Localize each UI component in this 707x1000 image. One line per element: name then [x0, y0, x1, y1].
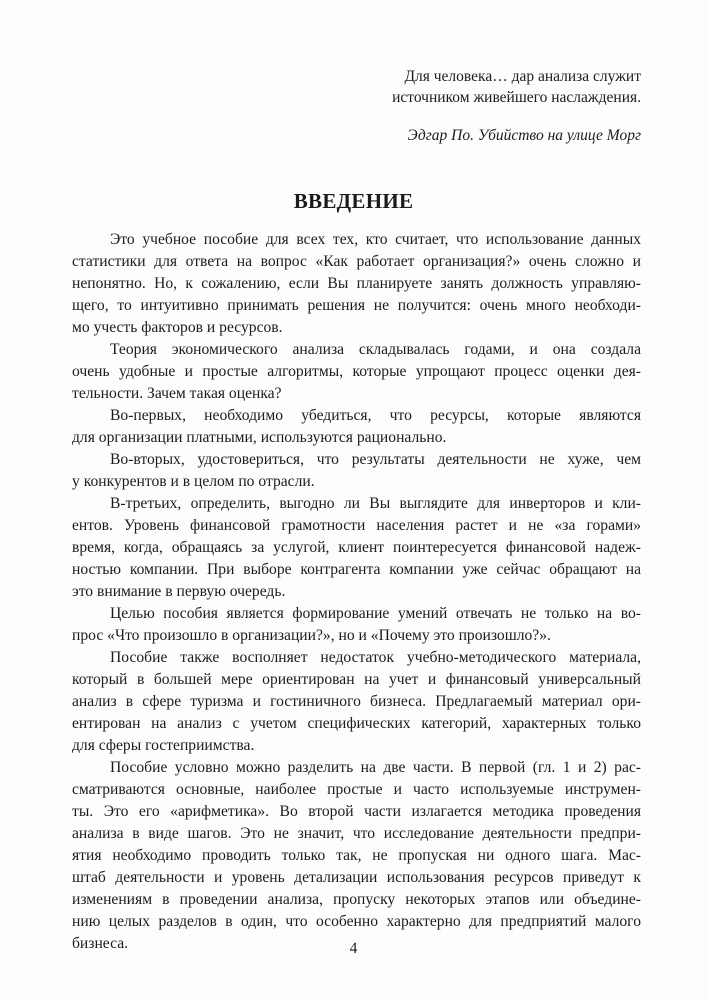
paragraph-line: бизнеса. [72, 935, 129, 952]
paragraph-line: анализ в сфере туризма и гостиничного бизнеса. Предлагаемый материал ори- [72, 693, 641, 710]
paragraph-line: статистики для ответа на вопрос «Как работает организация?» очень сложно и [72, 253, 641, 270]
paragraph-line: очень удобные и простые алгоритмы, которые упрощают процесс оценки дея- [72, 363, 641, 380]
paragraph-line: прос «Что произошло в организации?», но и «Почему это произошло?». [72, 627, 551, 644]
paragraph-line: это внимание в первую очередь. [72, 583, 286, 600]
epigraph-source: Эдгар По. Убийство на улице Морг [407, 127, 641, 144]
paragraph-line: сматриваются основные, наиболее простые и часто используемые инструмен- [72, 781, 641, 798]
paragraph-line: нию целых разделов в один, что особенно характерно для предприятий малого [72, 913, 641, 930]
paragraph-line: изменениям в проведении анализа, пропуску некоторых этапов или объедине- [72, 891, 641, 908]
paragraph [72, 603, 641, 647]
paragraph [72, 229, 641, 339]
paragraph-line: анализа в виде шагов. Это не значит, что исследование деятельности предпри- [72, 825, 641, 842]
paragraph-line: для организации платными, используются рационально. [72, 429, 447, 446]
paragraph-line: непонятно. Но, к сожалению, если Вы планируете занять должность управляю- [72, 275, 641, 292]
paragraph-line: Это учебное пособие для всех тех, кто считает, что использование данных [110, 231, 641, 248]
paragraph [72, 405, 641, 449]
paragraph-line: Пособие условно можно разделить на две части. В первой (гл. 1 и 2) рас- [110, 759, 641, 776]
page-number: 4 [349, 940, 358, 957]
paragraph-line: Во-вторых, удостовериться, что результаты деятельности не хуже, чем [110, 451, 641, 468]
paragraph-line: ностью компании. При выборе контрагента компании уже сейчас обращают на [72, 561, 641, 578]
paragraph-line: Во-первых, необходимо убедиться, что ресурсы, которые являются [110, 407, 641, 424]
paragraph-line: ты. Это его «арифметика». Во второй части излагается методика проведения [72, 803, 641, 820]
paragraph-line: Пособие также восполняет недостаток учебно-методического материала, [110, 649, 641, 666]
paragraph-line: который в большей мере ориентирован на учет и финансовый универсальный [72, 671, 641, 688]
epigraph-line: источником живейшего наслаждения. [392, 89, 641, 106]
paragraph [72, 449, 641, 493]
body-text [72, 229, 641, 955]
paragraph-line: Целью пособия является формирование умений отвечать не только на во- [110, 605, 641, 622]
paragraph [72, 757, 641, 955]
paragraph-line: щего, то интуитивно принимать решения не получится: очень много необходи- [72, 297, 641, 314]
epigraph-line: Для человека… дар анализа служит [404, 68, 641, 85]
paragraph [72, 493, 641, 603]
paragraph-line: В-третьих, определить, выгодно ли Вы выглядите для инверторов и кли- [110, 495, 641, 512]
paragraph-line: ентирован на анализ с учетом специфических категорий, характерных только [72, 715, 641, 732]
paragraph-line: ятия необходимо проводить только так, не пропуская ни одного шага. Мас- [72, 847, 641, 864]
epigraph [392, 66, 641, 146]
paragraph [72, 647, 641, 757]
page-title: ВВЕДЕНИЕ [293, 189, 414, 213]
paragraph-line: время, когда, обращаясь за услугой, клиент поинтересуется финансовой надеж- [72, 539, 641, 556]
paragraph-line: тельности. Зачем такая оценка? [72, 385, 282, 402]
paragraph-line: для сферы гостеприимства. [72, 737, 255, 754]
paragraph [72, 339, 641, 405]
paragraph-line: ентов. Уровень финансовой грамотности населения растет и не «за горами» [72, 517, 641, 534]
paragraph-line: мо учесть факторов и ресурсов. [72, 319, 283, 336]
paragraph-line: штаб деятельности и уровень детализации использования ресурсов приведут к [72, 869, 641, 886]
paragraph-line: Теория экономического анализа складывалась годами, и она создала [110, 341, 641, 358]
paragraph-line: у конкурентов и в целом по отрасли. [72, 473, 315, 490]
